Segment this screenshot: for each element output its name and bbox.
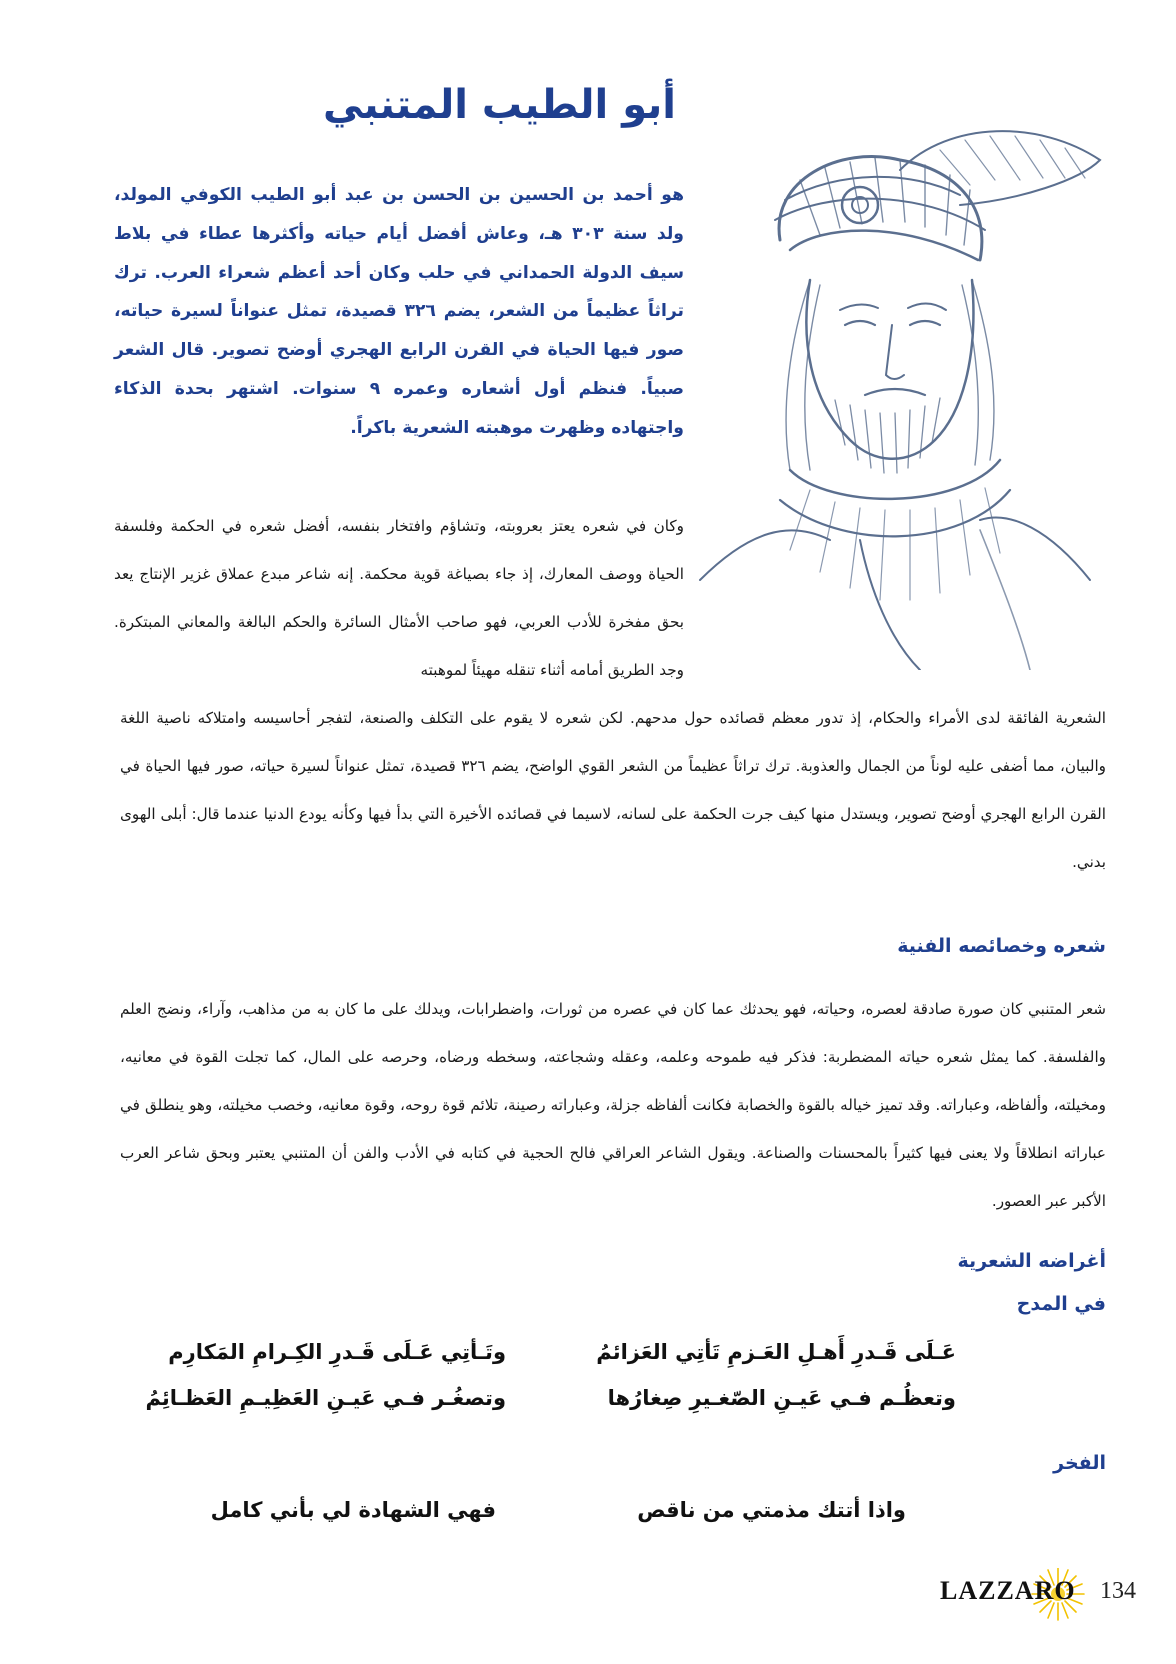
intro-paragraph: هو أحمد بن الحسين بن الحسن بن عبد أبو الطيب الكوفي المولد، ولد سنة ٣٠٣ هـ، وعاش أفضل أيام حياته وأكثرها عطاء في بلاط سيف الدولة الحمداني في حلب وكان أحد أعظم شعراء العرب. ترك تراثاً عظيماً من الشعر، يضم ٣٢٦ قصيدة، تمثل عنواناً لسيرة حياته، صور فيها الحياة في القرن الرابع الهجري أوضح تصوير. قال الشعر صبياً. فنظم أول أشعاره وعمره ٩ سنوات. اشتهر بحدة الذكاء واجتهاده وظهرت موهبته الشعرية باكراً. (114, 185, 685, 438)
logo-text: LAZZARO (940, 1576, 1076, 1605)
body-paragraph-2: الشعرية الفائقة لدى الأمراء والحكام، إذ تدور معظم قصائده حول مدحهم. لكن شعره لا يقوم على التكلف والصنعة، لتفجر أحاسيسه وامتلاكه ناصية اللغة والبيان، مما أضفى عليه لوناً من الجمال والعذوبة. ترك تراثاً عظيماً من الشعر القوي الواضح، يضم ٣٢٦ قصيدة، تمثل عنواناً لسيرة حياته، صور فيها الحياة في القرن الرابع الهجري أوضح تصوير، ويستدل منها كيف جرت الحكمة على لسانه، لاسيما في قصائده الأخيرة التي بدأ فيها وكأنه يودع الدنيا عندما قال: أبلى الهوى بدني. (120, 709, 1106, 871)
verse-fakhr-left-1: فهي الشهادة لي بأني كامل (210, 1498, 496, 1522)
verse-madh-right-1: عَـلَى قَـدرِ أَهـلِ العَـزمِ تَأتِي العَزائمُ (596, 1340, 956, 1364)
section-heading-poetry-features: شعره وخصائصه الفنية (897, 935, 1106, 957)
verse-madh-right-2: وتعظُـم فـي عَيـنِ الصّغـيرِ صِغارُها (607, 1386, 956, 1410)
verse-fakhr-right-1: واذا أتتك مذمتي من ناقص (637, 1498, 906, 1522)
portrait-illustration (660, 110, 1130, 670)
subheading-madh: في المدح (1016, 1293, 1106, 1315)
body-paragraph-1: وكان في شعره يعتز بعروبته، وتشاؤم وافتخار بنفسه، أفضل شعره في الحكمة وفلسفة الحياة ووصف المعارك، إذ جاء بصياغة قوية محكمة. إنه شاعر مبدع عملاق غزير الإنتاج يعد بحق مفخرة للأدب العربي، فهو صاحب الأمثال السائرة والحكم البالغة والمعاني المبتكرة. وجد الطريق أمامه أثناء تنقله مهيئاً لموهبته (114, 517, 684, 679)
section-poetry-features-body: شعر المتنبي كان صورة صادقة لعصره، وحياته، فهو يحدثك عما كان في عصره من ثورات، واضطرابات، ويدلك على ما كان به من مذاهب، وآراء، ونضج العلم والفلسفة. كما يمثل شعره حياته المضطربة: فذكر فيه طموحه وعلمه، وعقله وشجاعته، وسخطه ورضاه، وحرصه على المال، كما تجلت القوة في معانيه، ومخيلته، وألفاظه، وعباراته. وقد تميز خياله بالقوة والخصابة فكانت ألفاظه جزلة، وعباراته رصينة، تلائم قوة روحه، وقوة معانيه، وخصب مخيلته، وهو ينطلق في عباراته انطلاقاً ولا يعنى فيها كثيراً بالمحسنات والصناعة. ويقول الشاعر العراقي فالح الحجية في كتابه في الأدب والفن أن المتنبي يعتبر وبحق شاعر العرب الأكبر عبر العصور. (120, 1000, 1106, 1210)
section-heading-poetic-purposes: أغراضه الشعرية (957, 1250, 1106, 1272)
page-title: أبو الطيب المتنبي (322, 82, 676, 128)
verse-madh-left-1: وتَـأتِي عَـلَى قَـدرِ الكِـرامِ المَكارِم (168, 1340, 506, 1364)
page-number: 134 (1100, 1578, 1136, 1604)
verse-madh-left-2: وتصغُـر فـي عَيـنِ العَظِيـمِ العَظـائِمُ (145, 1386, 506, 1410)
subheading-fakhr: الفخر (1053, 1452, 1106, 1474)
